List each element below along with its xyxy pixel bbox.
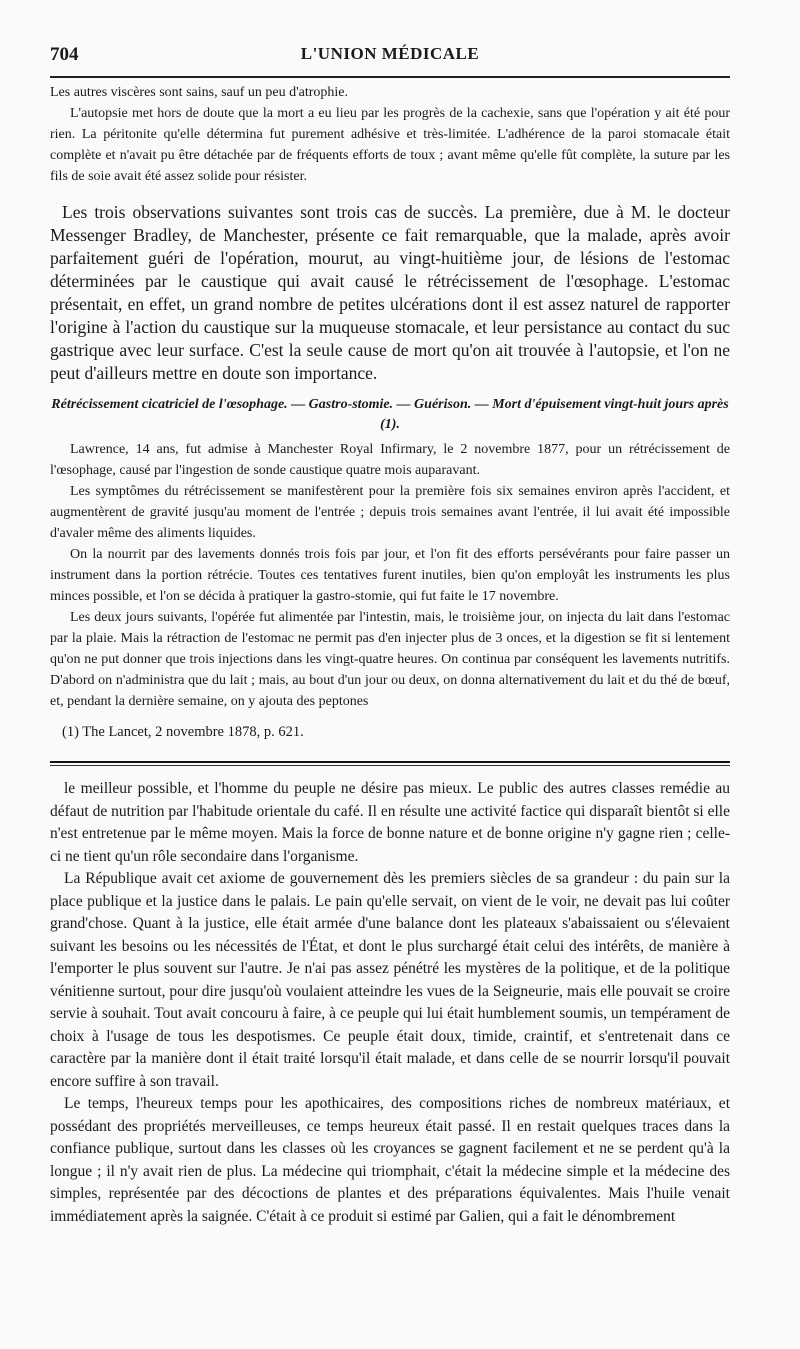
header-rule	[50, 76, 730, 78]
intro-paragraph: L'autopsie met hors de doute que la mort a eu lieu par les progrès de la cachexie, sans que l'opération y ait été pour rien. La péritonite qu'elle détermina fut purement adhésive et très-limitée. L'adhérence de la paroi stomacale était complète et n'avait pu être détachée par de fréquents efforts de toux ; avant même qu'elle fût complète, la suture par les fils de soie avait été assez solide pour résister.	[50, 106, 730, 184]
page	[50, 30, 730, 1228]
lead-paragraph: Les trois observations suivantes sont trois cas de succès. La première, due à M. le docteur Messenger Bradley, de Manchester, présente ce fait remarquable, que la malade, après avoir parfaitement guéri de l'opération, mourut, au vingt-huitième jour, de lésions de l'estomac déterminées par le caustique qui avait causé le rétrécissement de l'œsophage. L'estomac présentait, en effet, un grand nombre de petites ulcérations dont il est assez naturel de rapporter l'origine à l'action du caustique sur la muqueuse stomacale, et leur persistance au contact du suc gastrique avec leur surface. C'est la seule cause de mort qu'on ait trouvée à l'autopsie, et l'on ne peut d'ailleurs mettre en doute son importance.	[50, 202, 730, 383]
case-paragraph: Lawrence, 14 ans, fut admise à Manchester Royal Infirmary, le 2 novembre 1877, pour un rétrécissement de l'œsophage, causé par l'ingestion de sonde caustique quatre mois auparavant.	[50, 442, 730, 478]
page-number: 704	[50, 44, 79, 65]
case-paragraph: Les deux jours suivants, l'opérée fut alimentée par l'intestin, mais, le troisième jour, on injecta du lait dans l'estomac par la plaie. Mais la rétraction de l'estomac ne permit pas d'en injecter plus de 3 onces, et la digestion se fit si lentement qu'on ne put donner que trois injections dans les vingt-quatre heures. On continua par conséquent les lavements nutritifs. D'abord on n'administra que du lait ; mais, au bout d'un jour ou deux, on donna alternativement du lait et du thé de bœuf, et, pendant la dernière semaine, on y ajouta des peptones	[50, 610, 730, 709]
feuilleton-rule	[50, 761, 730, 763]
feuilleton-section	[50, 778, 730, 1228]
page-header	[50, 30, 730, 65]
intro-section	[50, 82, 730, 187]
footnote: (1) The Lancet, 2 novembre 1878, p. 621.	[62, 724, 304, 740]
feuilleton-paragraph: Le temps, l'heureux temps pour les apothicaires, des compositions riches de nombreux matériaux, et possédant des propriétés merveilleuses, ce temps heureux était passé. Il en restait quelques traces dans la confiance publique, surtout dans les classes où les croyances se gagnent facilement et ne se perdent qu'à la longue ; il n'y avait rien de plus. La médecine qui triomphait, c'était la médecine simple et la médecine des simples, représentée par des décoctions de plantes et des préparations équivalentes. Mais l'huile venait immédiatement après la saignée. C'était à ce produit si estimé par Galien, qui a fait le dénombrement	[50, 1095, 730, 1225]
running-title: L'UNION MÉDICALE	[300, 44, 480, 63]
case-paragraph: On la nourrit par des lavements donnés trois fois par jour, et l'on fit des efforts persévérants pour faire passer un instrument dans la portion rétrécie. Toutes ces tentatives furent inutiles, bien qu'on employât les instruments les plus minces possible, et l'on se décida à pratiquer la gastro-stomie, qui fut faite le 17 novembre.	[50, 547, 730, 604]
case-heading: Rétrécissement cicatriciel de l'œsophage. — Gastro-stomie. — Guérison. — Mort d'épuisement vingt-huit jours après (1).	[51, 397, 729, 432]
case-section	[50, 439, 730, 712]
feuilleton-paragraph: La République avait cet axiome de gouvernement dès les premiers siècles de sa grandeur : du pain sur la place publique et la justice dans le palais. Le pain qu'elle servait, on vient de le voir, ne devait pas lui coûter grand'chose. Quant à la justice, elle était armée d'une balance dont les plateaux s'abaissaient ou s'élevaient suivant les besoins ou les nécessités de l'État, et dont le plus surchargé était celui des intérêts, de manière à l'emporter le plus souvent sur l'autre. Je n'ai pas assez pénétré les mystères de la politique, et de la politique vénitienne surtout, pour dire jusqu'où voulaient atteindre les vues de la Seigneurie, mais elle pouvait se croire servie à souhait. Tout avait concouru à faire, à ce peuple qui lui était humblement soumis, un tempérament de choix à l'usage de tous les despotismes. Ce peuple était doux, timide, craintif, et s'entretenait dans ce caractère par la manière dont il était traité lorsqu'il était malade, et dans celle de se nourrir lorsqu'il pouvait encore suffire à son travail.	[50, 870, 730, 1090]
lead-section	[50, 201, 730, 385]
feuilleton-rule-thin	[50, 765, 730, 766]
feuilleton-paragraph: le meilleur possible, et l'homme du peuple ne désire pas mieux. Le public des autres classes remédie au défaut de nutrition par l'habitude orientale du café. Il en résulte une activité factice qui disparaît bientôt si elle n'est entretenue par le même moyen. Mais la force de bonne nature et de bonne origine n'y gagne rien ; celle-ci ne tient qu'un rôle secondaire dans l'organisme.	[50, 780, 730, 865]
case-paragraph: Les symptômes du rétrécissement se manifestèrent pour la première fois six semaines environ après l'accident, et augmentèrent de gravité jusqu'au moment de l'entrée ; depuis trois semaines avant l'entrée, il lui avait été impossible d'avaler même des aliments liquides.	[50, 484, 730, 541]
intro-paragraph: Les autres viscères sont sains, sauf un peu d'atrophie.	[50, 85, 348, 100]
